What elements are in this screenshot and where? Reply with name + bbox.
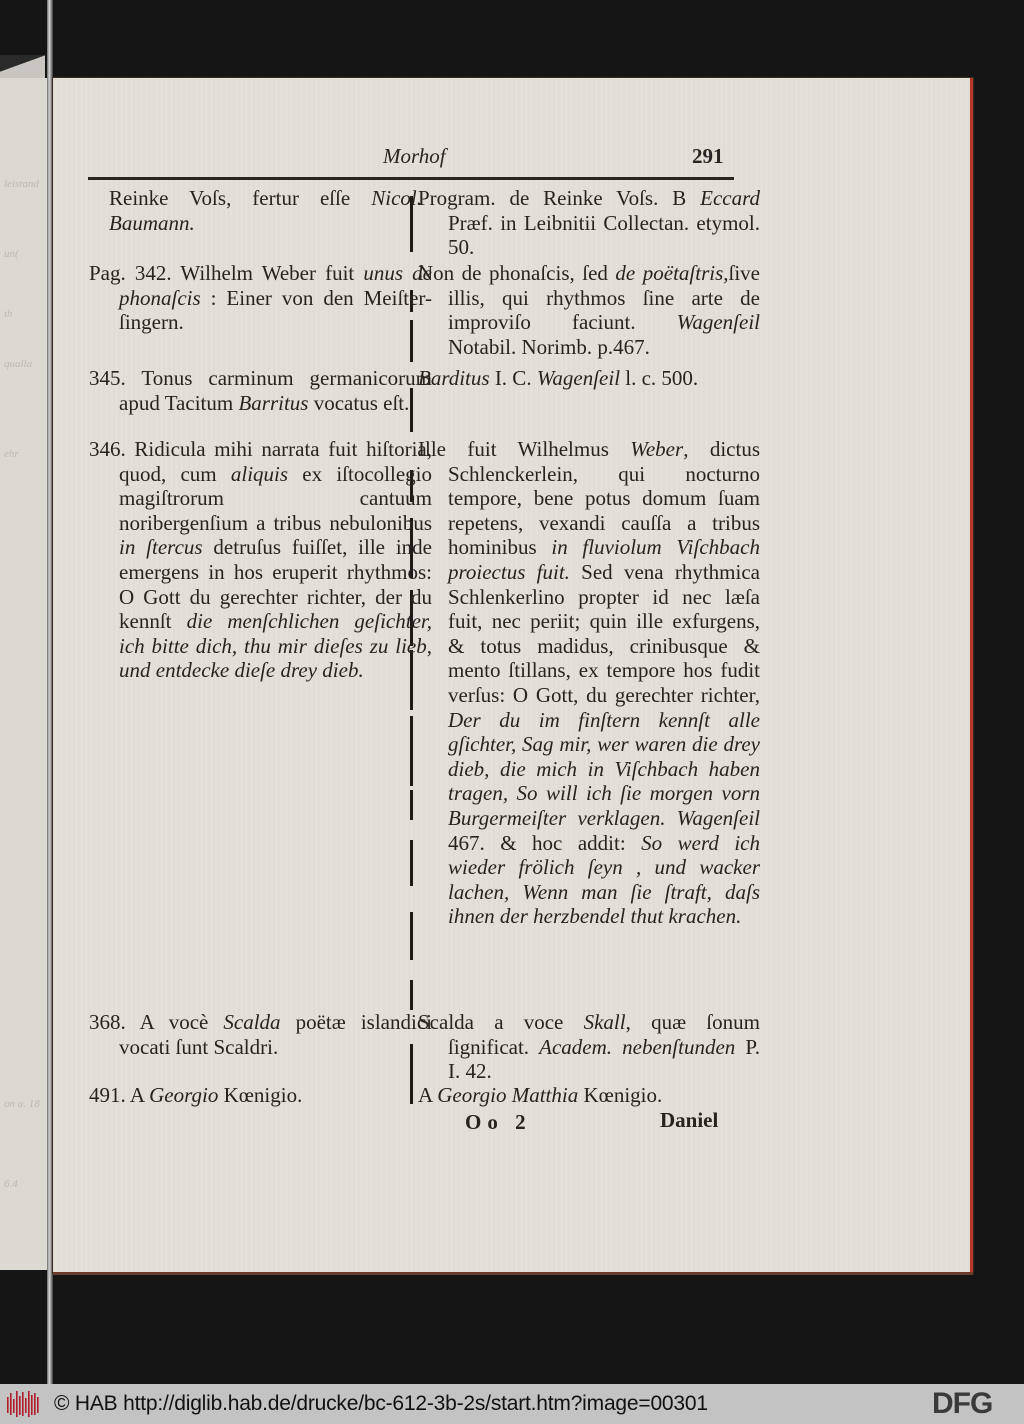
entry-text: Reinke Voſs, fertur eſſe Nicol. Baumann. xyxy=(109,186,422,235)
signature-mark: Oo 2 xyxy=(465,1110,532,1134)
italic-run: Weber xyxy=(630,437,684,461)
italic-run: Wagenſeil xyxy=(676,310,760,335)
previous-page-corner xyxy=(0,55,45,80)
entry-text: Ille fuit Wilhelmus Weber, dictus Schlenckerlein, qui nocturno tempore, bene potus domum ſuam repetens, vexandi cauſſa a tribus hominibus in fluviolum Viſchbach proiectus fuit. Sed vena rhythmica Schlenkerlino propter id nec læſa fuit, nec periit; quin ille exfurgens, & totus madidus, crinibusque & mento ſtillans, ex tempore hos fudit verſus: O Gott, du gerechter richter, Der du im finſtern kennſt alle gſichter, Sag mir, wer waren die drey dieb, die mich in Viſchbach haben tragen, So will ich ſie morgen vorn Burgermeiſter verklagen. Wagenſeil 467. & hoc addit: So werd ich wieder frölich ſeyn , und wacker lachen, Wenn man ſie ſtraft, daſs ihnen der herzbendel thut krachen. xyxy=(418,437,761,929)
italic-run: de poëtaſtris, xyxy=(615,261,729,285)
entry-491-right xyxy=(418,1083,730,1108)
entry-346-right xyxy=(418,437,760,929)
italic-run: So werd ich wieder frölich ſeyn , und wacker lachen, Wenn man ſie ſtraft, daſs ihnen der herzbendel thut krachen. xyxy=(448,830,760,929)
italic-run: Eccard xyxy=(700,186,760,210)
copyright-link[interactable]: © HAB http://diglib.hab.de/drucke/bc-612-3b-2s/start.htm?image=00301 xyxy=(54,1392,708,1415)
entry-346-left xyxy=(89,437,432,683)
entry-text: A Georgio Matthia Kœnigio. xyxy=(418,1083,663,1107)
column-divider xyxy=(410,716,413,786)
italic-run: Georgio xyxy=(149,1083,219,1107)
entry-text: 491. A Georgio Kœnigio. xyxy=(89,1083,303,1107)
page-bottom-edge xyxy=(53,1272,973,1275)
column-divider xyxy=(410,790,413,820)
catchword: Daniel xyxy=(660,1108,719,1132)
italic-run: Barditus xyxy=(418,366,490,390)
entry-342-right xyxy=(418,261,760,359)
entry-text: 368. A vocè Scalda poëtæ islandici vocati ſunt Scaldri. xyxy=(89,1010,432,1059)
italic-run: Scalda xyxy=(223,1010,281,1034)
entry-345-right xyxy=(418,366,730,391)
entry-text: 345. Tonus carminum germanicorum apud Tacitum Barritus vocatus eſt. xyxy=(89,366,432,415)
previous-page-sliver: leistand un( th qualla ehr on a. 18 6.4 xyxy=(0,78,52,1270)
column-divider xyxy=(410,980,413,1010)
header-rule xyxy=(88,177,734,180)
italic-run: Academ. nebenſtunden xyxy=(539,1034,736,1059)
entry-reinke-right xyxy=(418,186,760,260)
footer-bar xyxy=(0,1384,1024,1424)
entry-text: Non de phonaſcis, ſed de poëtaſtris,ſive illis, qui rhythmos ſine arte de improviſo faciunt. Wagenſeil Notabil. Norimb. p.467. xyxy=(418,261,761,359)
italic-run: Wagenſeil xyxy=(676,805,760,830)
dfg-logo: DFG xyxy=(932,1387,993,1420)
running-head: Morhof xyxy=(383,144,446,168)
italic-run: Baumann. xyxy=(109,210,195,235)
entry-text: Barditus I. C. Wagenſeil l. c. 500. xyxy=(418,366,699,390)
entry-text: Pag. 342. Wilhelm Weber fuit unus de phonaſcis : Einer von den Meiſter-ſingern. xyxy=(89,261,432,335)
italic-run: Barritus xyxy=(238,390,309,415)
entry-368-right xyxy=(418,1010,760,1084)
entry-345-left xyxy=(89,366,432,415)
page-number: 291 xyxy=(692,144,724,168)
column-divider xyxy=(410,840,413,886)
italic-run: Skall xyxy=(583,1010,626,1034)
entry-text: Scalda a voce Skall, quæ ſonum ſignificat. Academ. nebenſtunden P. I. 42. xyxy=(418,1010,760,1084)
entry-text: 346. Ridicula mihi narrata fuit hiſtoria, quod, cum aliquis ex iſtocollegio magiſtrorum cantuum noribergenſium a tribus nebulonibus in ſtercus detruſus fuiſſet, ille inde emergens in hos eruperit rhythmos: O Gott du gerechter richter, der du kennſt die menſchlichen geſichter, ich bitte dich, thu mir dieſes zu lieb, und entdecke dieſe drey dieb. xyxy=(89,437,432,683)
column-divider xyxy=(410,912,413,960)
italic-run: Nicol. xyxy=(371,186,422,210)
italic-run: Wagenſeil xyxy=(536,366,621,390)
hab-barcode-logo-icon[interactable] xyxy=(6,1389,42,1419)
entry-reinke-left xyxy=(89,186,422,235)
entry-368-left xyxy=(89,1010,432,1059)
italic-run: Georgio Matthia xyxy=(437,1083,579,1107)
italic-run: in ſtercus xyxy=(119,535,203,560)
italic-run: aliquis xyxy=(230,461,289,486)
italic-run: in fluviolum Viſchbach proiectus fuit. xyxy=(448,535,760,584)
entry-text: Program. de Reinke Voſs. B Eccard Præf. in Leibnitii Collectan. etymol. 50. xyxy=(418,186,760,260)
entry-491-left xyxy=(89,1083,402,1108)
italic-run: Der du im finſtern kennſt alle gſichter, Sag mir, wer waren die drey dieb, die mich in Viſchbach haben tragen, So will ich ſie morgen vorn Burgermeiſter verklagen. xyxy=(448,707,760,830)
italic-run: die menſchlichen geſichter, ich bitte dich, thu mir dieſes zu lieb, und entdecke dieſe drey dieb. xyxy=(119,609,432,683)
italic-run: unus de phonaſcis xyxy=(119,261,432,310)
entry-342-left xyxy=(89,261,432,335)
